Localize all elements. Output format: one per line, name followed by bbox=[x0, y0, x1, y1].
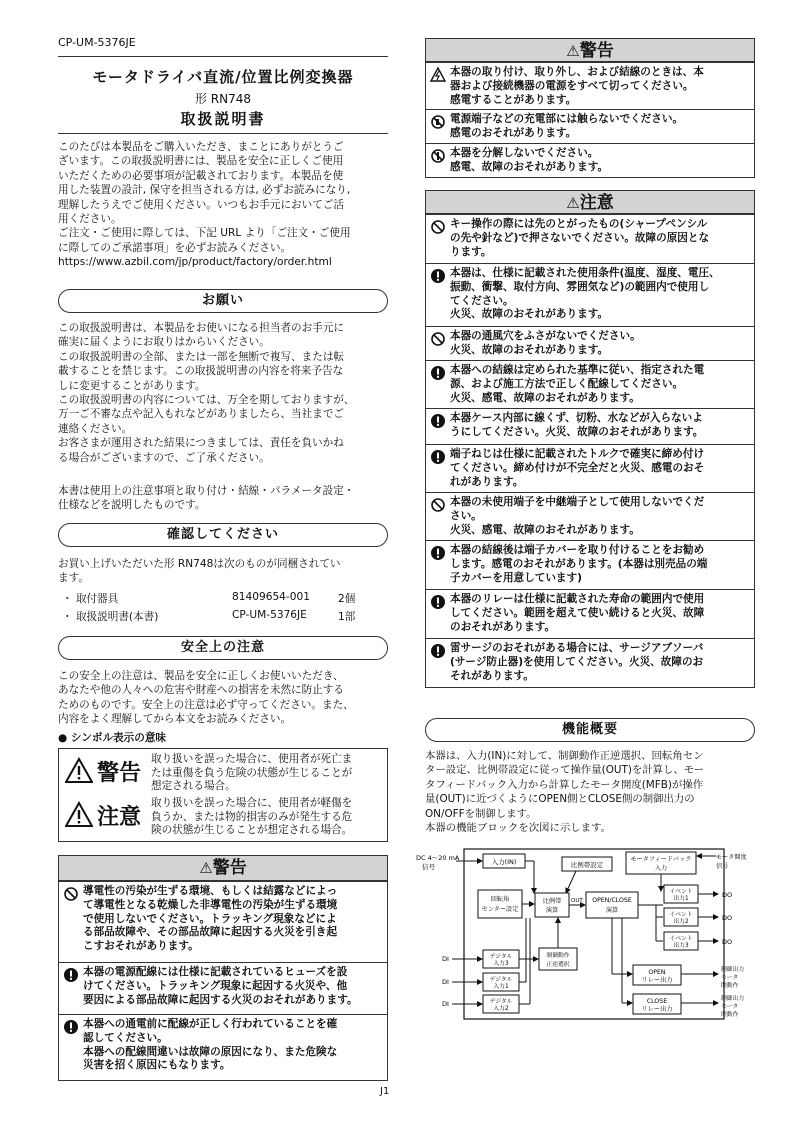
right-warning-section bbox=[425, 38, 755, 178]
event-3-label-2: 出力3 bbox=[673, 943, 689, 949]
warning-description: 取り扱いを誤った場合に、使用者が死亡ま たは重傷を負う危険の状態が生じることが 想定される場合。 bbox=[151, 753, 353, 792]
mfb-label: モータフィードバック bbox=[630, 856, 692, 863]
warning-item-text: 電源端子などの充電部には触らないでください。 感電のおそれがあります。 bbox=[450, 113, 684, 139]
model-number: 形 RN748 bbox=[194, 92, 252, 106]
caution-item bbox=[425, 639, 755, 688]
motor-label: モータ bbox=[721, 975, 739, 981]
di-label: DI bbox=[442, 978, 449, 986]
warning-heading: 警告 bbox=[579, 41, 614, 61]
caution-item bbox=[425, 264, 755, 327]
open-relay-label-2: リレー出力 bbox=[641, 977, 673, 984]
mandatory-icon bbox=[431, 366, 445, 380]
di-label: DI bbox=[442, 1000, 449, 1008]
warning-item-text: 本器の電源配線には仕様に記載されているヒューズを設 けてください。トラッキング現象に起因する火災や、他 要因による部品故障に起因する火災のおそれがあります。 bbox=[83, 966, 358, 1006]
open-close-label: OPEN/CLOSE bbox=[592, 897, 632, 904]
kinou-text: 本器は、入力(IN)に対して、制御動作正逆選択、回転角セン ター設定、比例帯設定に従って操作量(OUT)を計算し、モー タフィードバック入力から計算したモータ開度(MFB)が操作 量(OUT)に近づくようにOPEN側とCLOSE側の制御出力の ON/OFFを制御します。 本器の機能ブロックを次図に示します。 bbox=[425, 750, 705, 835]
caution-item bbox=[425, 361, 755, 409]
item-qty: 1部 bbox=[338, 611, 356, 623]
dc-input-label: DC 4～20 mA bbox=[416, 854, 460, 862]
warning-item-text: 本器への通電前に配線が正しく行われていることを確 認してください。 本器への配線間違いは故障の原因になり、また危険な 災害を招く原因にもなります。 bbox=[83, 1018, 338, 1072]
din3-label-2: 入力3 bbox=[493, 961, 509, 967]
open-relay-label: OPEN bbox=[648, 969, 666, 976]
control-output-label: 制御出力 bbox=[721, 996, 745, 1002]
warning-item bbox=[425, 110, 755, 144]
item-code: 81409654-001 bbox=[232, 591, 310, 603]
warning-item bbox=[58, 963, 388, 1015]
caution-heading: 注意 bbox=[579, 193, 614, 213]
do-label: DO bbox=[722, 938, 733, 946]
do-label: DO bbox=[722, 914, 733, 922]
shock-icon bbox=[430, 67, 446, 82]
prohibit-icon bbox=[431, 332, 445, 346]
mandatory-icon bbox=[431, 546, 445, 560]
caution-item bbox=[425, 590, 755, 639]
prohibit-icon bbox=[431, 498, 445, 512]
caution-item-text: 本器のリレーは仕様に記載された寿命の範囲内で使用 してください。範囲を超えて使い続けると火災、故障 のおそれがあります。 bbox=[450, 593, 705, 633]
din3-label: デジタル bbox=[489, 954, 513, 960]
item-qty: 2個 bbox=[338, 593, 356, 605]
caution-triangle-icon bbox=[65, 801, 93, 827]
function-block-diagram bbox=[416, 848, 756, 1028]
open-close-label-2: 演算 bbox=[605, 907, 619, 914]
control-output-label: 制御出力 bbox=[721, 967, 745, 973]
rotation-center-label-2: センター設定 bbox=[481, 906, 519, 913]
item-name: ・ 取扱説明書(本書) bbox=[62, 611, 159, 623]
warning-heading: 警告 bbox=[212, 858, 247, 878]
mandatory-icon bbox=[431, 414, 445, 428]
din2-label-2: 入力2 bbox=[493, 1006, 509, 1012]
caution-item bbox=[425, 327, 755, 361]
onegai-text: この取扱説明書は、本製品をお使いになる担当者のお手元に 確実に届くようにお取りはからいください。 この取扱説明書の全部、または一部を無断で複写、または転 載することを禁じます。この取扱説明書の内容を将来予告な しに変更することがあります。 この取扱説明書の内容については、万全を期しておりますが、 万一ご不審な点や記入もれなどがありましたら、当社までご 連絡ください。 お客さまが運用された結果につきましては、責任を負いかね る場合がございますので、ご了承ください。 bbox=[58, 322, 355, 464]
close-relay-label: CLOSE bbox=[646, 998, 668, 1005]
rotation-center-block bbox=[478, 890, 522, 918]
caution-item bbox=[425, 541, 755, 590]
item-code: CP-UM-5376JE bbox=[232, 609, 307, 621]
caution-item-text: キー操作の際には先のとがったもの(シャープペンシル の先や針など)で押さないでください。故障の原因とな ります。 bbox=[450, 218, 710, 258]
mandatory-icon bbox=[431, 450, 445, 464]
caution-header: ⚠注意 bbox=[425, 190, 755, 214]
warning-item bbox=[425, 144, 755, 178]
warning-triangle-icon bbox=[65, 757, 93, 783]
prohibit-icon bbox=[431, 220, 445, 234]
caution-item-text: 本器ケース内部に線くず、切粉、水などが入らないよ うにしてください。火災、故障のおそれがあります。 bbox=[450, 412, 704, 438]
prop-calc-label: 比例帯 bbox=[542, 898, 562, 905]
rotation-center-label: 回転角 bbox=[490, 896, 510, 903]
dc-input-label-2: 信号 bbox=[422, 863, 435, 871]
prop-calc-label-2: 演算 bbox=[545, 907, 559, 914]
caution-item bbox=[425, 409, 755, 445]
section-heading-onegai: お願い bbox=[58, 289, 388, 313]
event-1-label: イベント bbox=[669, 889, 693, 895]
ctrl-label: 制御動作 bbox=[546, 953, 570, 959]
mandatory-icon bbox=[431, 595, 445, 609]
event-1-label-2: 出力1 bbox=[673, 896, 689, 902]
ctrl-label-2: 正逆選択 bbox=[546, 962, 570, 968]
document-id: CP-UM-5376JE bbox=[58, 36, 136, 49]
no-disassemble-icon bbox=[431, 149, 445, 163]
section-heading-kakunin: 確認してください bbox=[58, 523, 388, 547]
item-name: ・ 取付器具 bbox=[62, 593, 119, 605]
caution-item bbox=[425, 493, 755, 541]
section-heading-kinou: 機能概要 bbox=[425, 718, 755, 742]
caution-item-text: 本器の未使用端子を中継端子として使用しないでくだ さい。 火災、感電、故障のおそれがあります。 bbox=[450, 496, 705, 536]
event-2-label-2: 出力2 bbox=[673, 919, 689, 925]
din1-label-2: 入力1 bbox=[493, 984, 509, 990]
mandatory-icon bbox=[431, 644, 445, 658]
caution-item-text: 本器の通風穴をふさがないでください。 火災、故障のおそれがあります。 bbox=[450, 330, 641, 356]
left-warning-section bbox=[58, 855, 388, 1081]
close-relay-label-2: リレー出力 bbox=[641, 1006, 673, 1013]
divider bbox=[58, 133, 388, 134]
din2-label: デジタル bbox=[489, 999, 513, 1005]
caution-item-text: 雷サージのおそれがある場合には、サージアブソーバ (サージ防止器)を使用してください。火災、故障のお それがあります。 bbox=[450, 642, 704, 682]
motor-position-label-2: 信号 bbox=[716, 863, 729, 870]
prohibit-icon bbox=[64, 887, 78, 901]
symbol-legend-box bbox=[58, 748, 388, 842]
caution-item-text: 本器は、仕様に記載された使用条件(温度、湿度、電圧、 振動、衝撃、取付方向、雰囲気など)の範囲内で使用し てください。 火災、故障のおそれがあります。 bbox=[450, 267, 720, 321]
divider bbox=[58, 56, 388, 57]
no-touch-icon bbox=[431, 115, 445, 129]
mandatory-icon bbox=[64, 1020, 78, 1034]
warning-item bbox=[58, 1015, 388, 1081]
mandatory-icon bbox=[431, 269, 445, 283]
motor-position-label: モータ開度 bbox=[716, 854, 747, 861]
document-title: モータドライバ直流/位置比例変換器 bbox=[92, 68, 354, 86]
caution-item bbox=[425, 445, 755, 493]
manual-scope-note: 本書は使用上の注意事項と取り付け・結線・パラメータ設定・ 仕様などを説明したものです。 bbox=[58, 485, 355, 512]
open-close-calc-block bbox=[586, 892, 638, 918]
caution-item-text: 端子ねじは仕様に記載されたトルクで確実に締め付け てください。締め付けが不完全だと火災、感電のおそ れがあります。 bbox=[450, 448, 705, 488]
mandatory-icon bbox=[64, 968, 78, 982]
warning-item bbox=[58, 881, 388, 963]
kakunin-text: お買い上げいただいた形 RN748は次のものが同梱されてい ます。 bbox=[58, 558, 341, 585]
warning-header: ⚠警告 bbox=[425, 38, 755, 62]
manual-title: 取扱説明書 bbox=[180, 110, 266, 128]
caution-item-text: 本器への結線は定められた基準に従い、指定された電 源、および施工方法で正しく配線してください。 火災、感電、故障のおそれがあります。 bbox=[450, 364, 705, 404]
warning-word: 警告 bbox=[97, 761, 142, 786]
symbol-heading: ● シンボル表示の意味 bbox=[58, 732, 167, 744]
din1-label: デジタル bbox=[489, 977, 513, 983]
input-block-label: 入力(IN) bbox=[491, 858, 517, 866]
warning-item bbox=[425, 62, 755, 110]
warning-header: ⚠警告 bbox=[58, 855, 388, 881]
caution-word: 注意 bbox=[97, 805, 142, 830]
di-label: DI bbox=[442, 955, 449, 963]
prop-band-setting-label: 比例帯設定 bbox=[570, 861, 604, 869]
motor-open-label: 開動作 bbox=[721, 983, 739, 989]
event-2-label: イベント bbox=[669, 912, 693, 918]
page-number: J1 bbox=[380, 1086, 390, 1097]
right-caution-section bbox=[425, 190, 755, 688]
anzen-text: この安全上の注意は、製品を安全に正しくお使いいただき、 あなたや他の人々への危害や財産への損害を未然に防止する ためのものです。安全上の注意は必ず守ってください。また、 内容をよく理解してから本文をお読みください。 bbox=[58, 670, 354, 726]
section-heading-anzen: 安全上の注意 bbox=[58, 636, 388, 660]
mfb-label-2: 入力 bbox=[654, 865, 668, 872]
intro-text: このたびは本製品をご購入いただき、まことにありがとうご ざいます。この取扱説明書には、製品を安全に正しくご使用 いただくための必要事項が記載されております。本製品を使 用した装置の設計, 保守を担当される方は, 必ずお読みになり, 理解したうえでご使用ください。いつもお手元においてご活 用ください。 ご注文・ご使用に際しては、下記 URL より「ご注文・ご使用 に際してのご承諾事項」を必ずお読みください。 https://www.azbil.com/jp/product/factory/order.html bbox=[58, 141, 351, 269]
out-label: OUT bbox=[571, 898, 583, 904]
warning-item-text: 導電性の汚染が生ずる環境、もしくは結露などによっ て導電性となる乾燥した非導電性の汚染が生ずる環境 で使用しないでください。トラッキング現象などによ る部品故障や、その部品故障に起因する火災を引き起 こすおそれがあります。 bbox=[83, 885, 338, 953]
caution-item-text: 本器の結線後は端子カバーを取り付けることをお勧め します。感電のおそれがあります。(本器は別売品の端 子カバーを用意しています) bbox=[450, 544, 708, 584]
caution-description: 取り扱いを誤った場合に、使用者が軽傷を 負うか、または物的損害のみが発生する危 険の状態が生じることが想定される場合。 bbox=[151, 797, 353, 836]
motor-label: モータ bbox=[721, 1004, 739, 1010]
motor-close-label: 閉動作 bbox=[721, 1012, 739, 1018]
do-label: DO bbox=[722, 891, 733, 899]
warning-item-text: 本器を分解しないでください。 感電、故障のおそれがあります。 bbox=[450, 147, 609, 173]
warning-item-text: 本器の取り付け、取り外し、および結線のときは、本 器および接続機器の電源をすべて切ってください。 感電することがあります。 bbox=[450, 66, 704, 106]
caution-item bbox=[425, 214, 755, 264]
event-3-label: イベント bbox=[669, 936, 693, 942]
